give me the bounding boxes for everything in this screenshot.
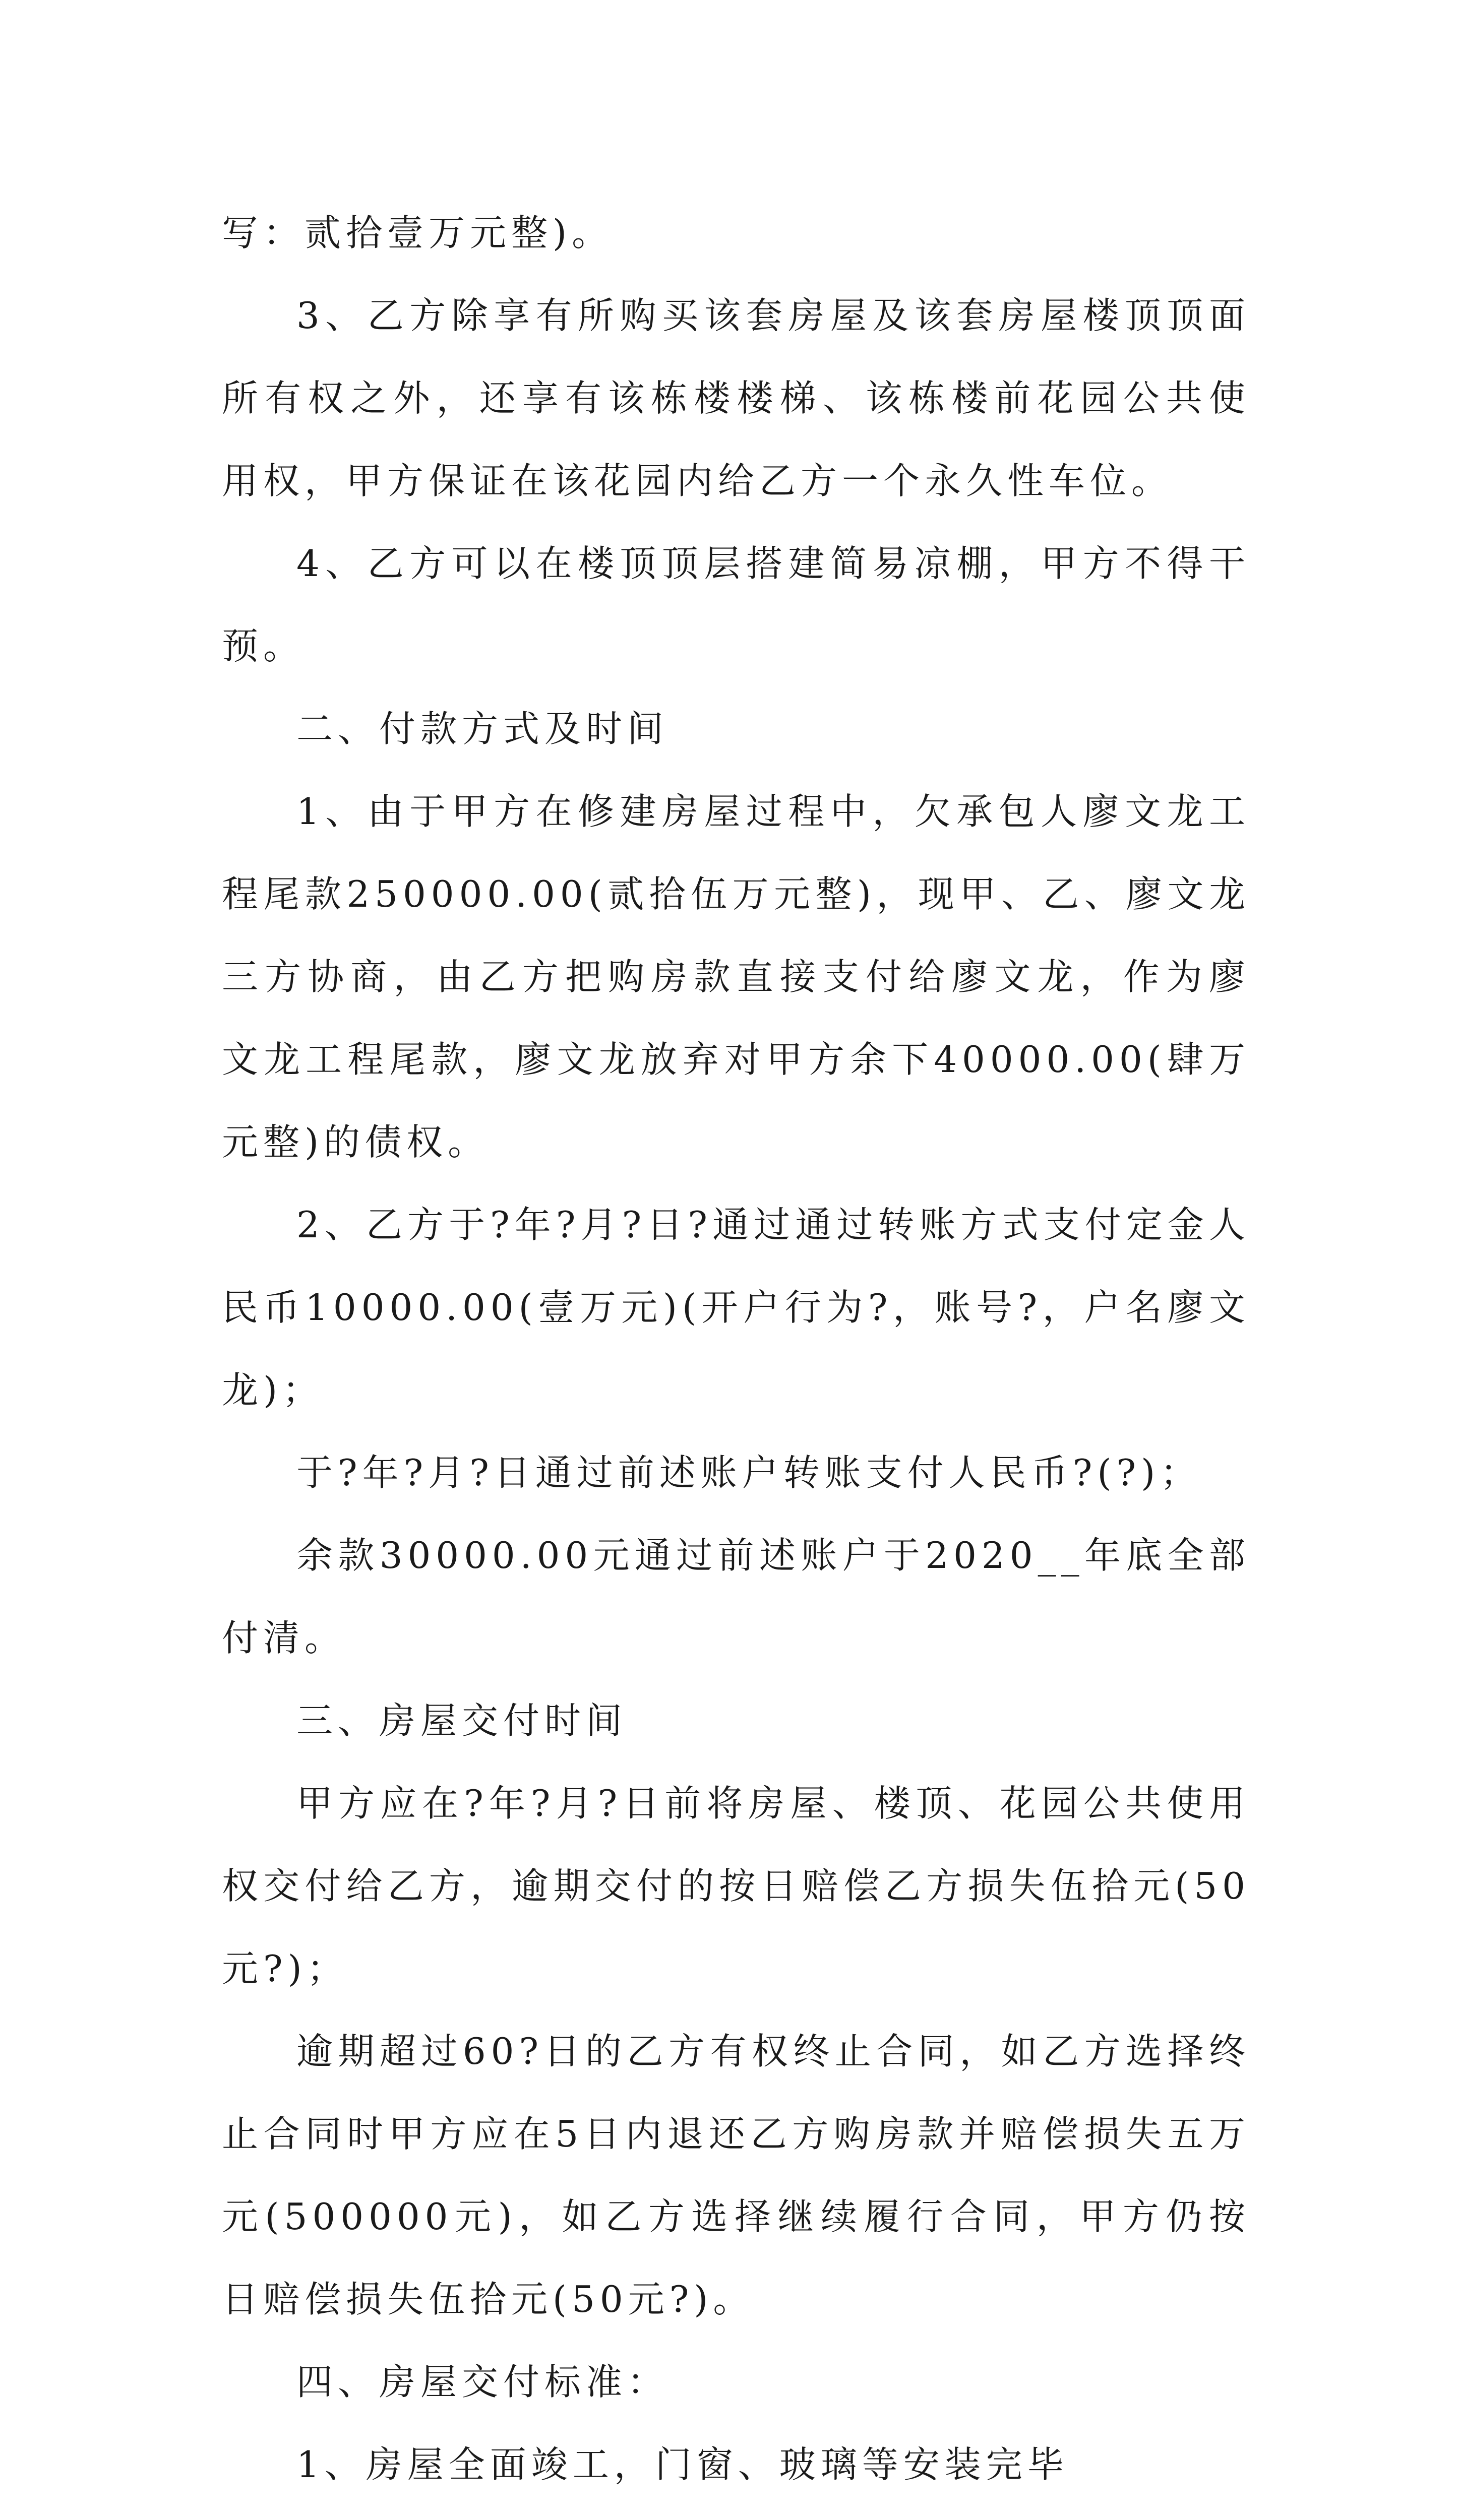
paragraph: 2、乙方于?年?月?日?通过通过转账方式支付定金人民币10000.00(壹万元)(开户行为?，账号?，户名廖文龙)； — [222, 1204, 1250, 1411]
paragraph — [222, 2506, 1250, 2520]
section-heading: 三、房屋交付时间 — [296, 1699, 628, 1742]
paragraph: 4、乙方可以在楼顶顶层搭建简易凉棚，甲方不得干预。 — [222, 542, 1250, 667]
paragraph: 于?年?月?日通过前述账户转账支付人民币?(?)； — [296, 1452, 1202, 1494]
paragraph: 甲方应在?年?月?日前将房屋、楼顶、花园公共使用权交付给乙方，逾期交付的按日赔偿乙方损失伍拾元(50元?)； — [222, 1782, 1250, 1990]
paragraph: 1、房屋全面竣工，门窗、玻璃等安装完毕 — [296, 2443, 1069, 2486]
paragraph: 逾期超过60?日的乙方有权终止合同，如乙方选择终止合同时甲方应在5日内退还乙方购房款并赔偿损失五万元(500000元)，如乙方选择继续履行合同，甲方仍按日赔偿损失伍拾元(50元?)。 — [222, 2030, 1250, 2320]
section-heading: 四、房屋交付标准： — [296, 2361, 669, 2403]
paragraph: 写：贰拾壹万元整)。 — [222, 212, 614, 254]
document-body — [222, 192, 1250, 2520]
paragraph: 3、乙方除享有所购买该套房屋及该套房屋楼顶顶面所有权之外，还享有该栋楼楼梯、该栋楼前花园公共使用权，甲方保证在该花园内给乙方一个永久性车位。 — [222, 294, 1250, 502]
section-heading: 二、付款方式及时间 — [296, 708, 669, 750]
paragraph: 余款30000.00元通过前述账户于2020__年底全部付清。 — [222, 1534, 1250, 1659]
paragraph: 1、由于甲方在修建房屋过程中，欠承包人廖文龙工程尾款250000.00(贰拾伍万元整)，现甲、乙、廖文龙三方协商，由乙方把购房款直接支付给廖文龙，作为廖文龙工程尾款，廖文龙放弃对甲方余下40000.00(肆万元整)的债权。 — [222, 790, 1250, 1163]
